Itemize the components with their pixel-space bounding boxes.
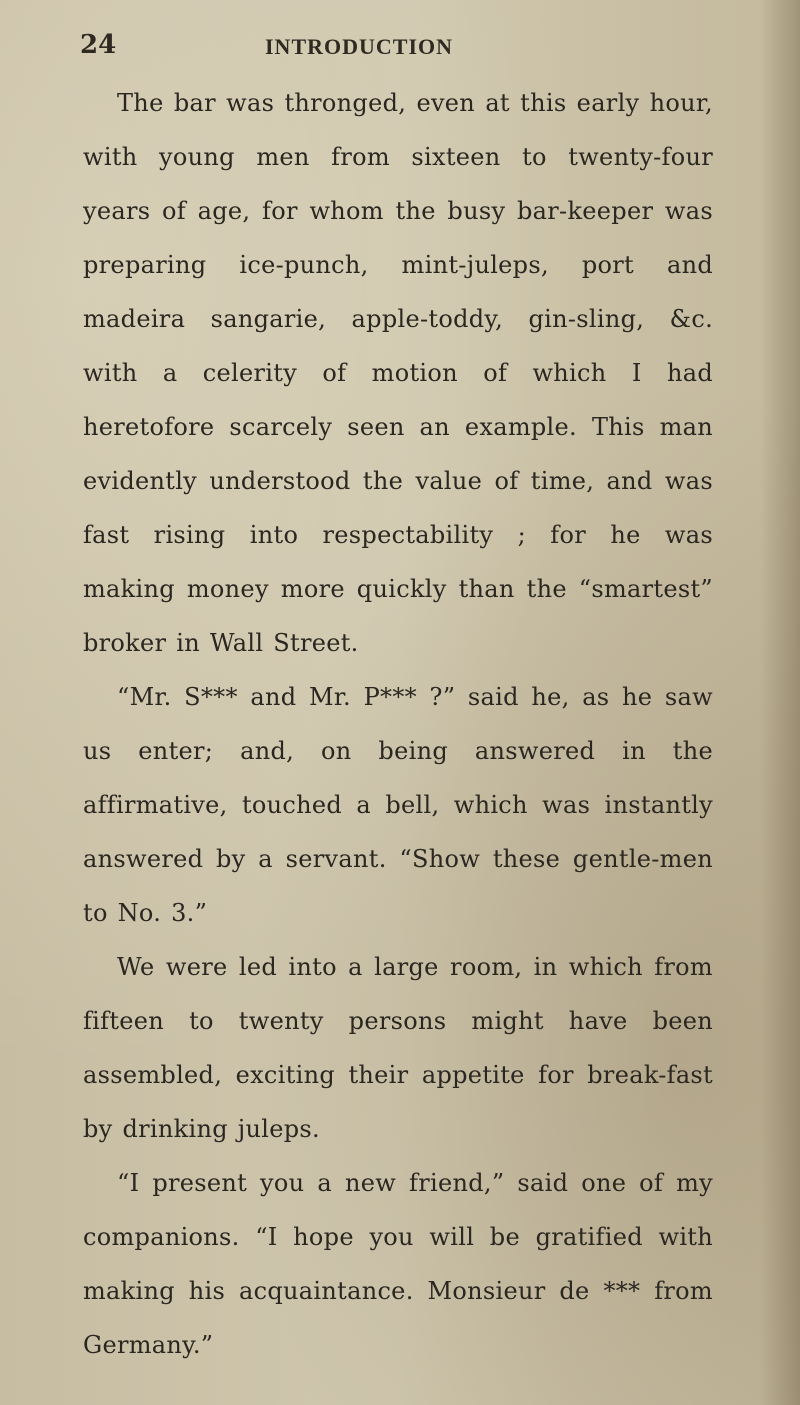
paragraph-1: The bar was thronged, even at this early hour, with young men from sixteen to twenty-four years of age, for whom the busy bar-keeper was preparing ice-punch, mint-juleps, port and madeira sangarie, apple-toddy, gin-sling, &c. with a celerity of motion of which I had heretofore scarcely seen an example. This man evidently understood the value of time, and was fast rising into respectability ; for he was making money more quickly than the “smartest” broker in Wall Street. xyxy=(83,89,713,657)
paragraph-2: “Mr. S*** and Mr. P*** ?” said he, as he saw us enter; and, on being answered in the affirmative, touched a bell, which was instantly answered by a servant. “Show these gentle-men to No. 3.” xyxy=(83,683,713,927)
running-head: INTRODUCTION xyxy=(265,34,454,59)
paragraph-3: We were led into a large room, in which from fifteen to twenty persons might have been assembled, exciting their appetite for break-fast by drinking juleps. xyxy=(83,953,713,1143)
page-number: 24 xyxy=(80,30,117,60)
page-edge-shadow xyxy=(760,0,800,1405)
body-text xyxy=(83,76,713,1372)
page-header xyxy=(80,30,720,70)
paragraph-4: “I present you a new friend,” said one of my companions. “I hope you will be gratified with making his acquaintance. Monsieur de *** from Germany.” xyxy=(83,1169,713,1359)
